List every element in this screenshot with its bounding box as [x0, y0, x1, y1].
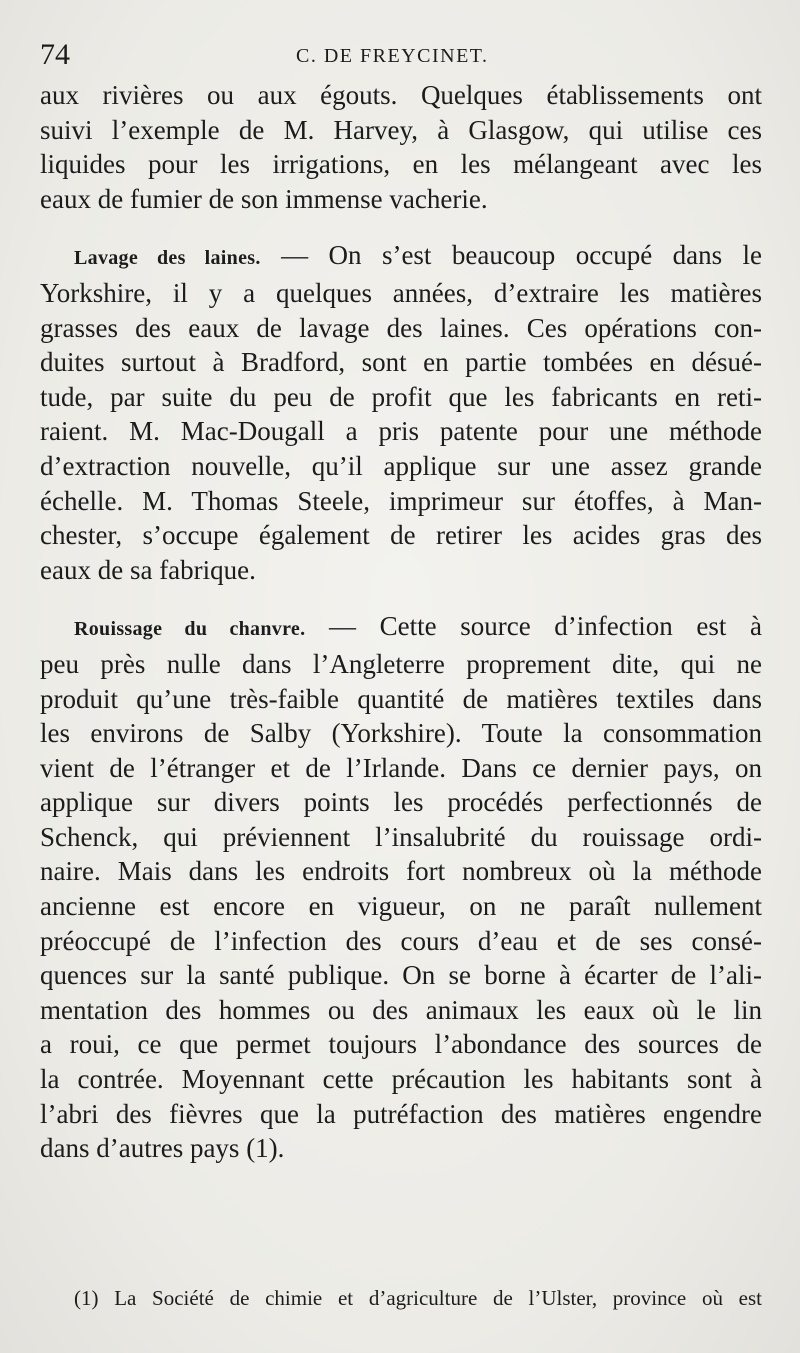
text-line: grasses des eaux de lavage des laines. Ces opérations con- — [40, 312, 762, 343]
paragraph-wool-washing — [40, 238, 762, 587]
text-line: échelle. M. Thomas Steele, imprimeur sur étoffes, à Man- — [40, 485, 762, 516]
running-title: C. DE FREYCINET. — [296, 45, 489, 67]
footnote — [40, 1284, 762, 1312]
section-heading-hemp-retting: Rouissage du chanvre. — [74, 618, 306, 641]
text-line: préoccupé de l’infection des cours d’eau et de ses consé- — [40, 925, 762, 956]
footnote-text: (1) La Société de chimie et d’agriculture de l’Ulster, province où est — [74, 1286, 762, 1310]
text-line: produit qu’une très-faible quantité de matières textiles dans — [40, 683, 762, 714]
text-line: dans d’autres pays (1). — [40, 1133, 285, 1164]
text-line: eaux de sa fabrique. — [40, 554, 256, 585]
text-line: tude, par suite du peu de profit que les fabricants en reti- — [40, 381, 762, 412]
text-line: vient de l’étranger et de l’Irlande. Dans ce dernier pays, on — [40, 752, 762, 783]
text-line: chester, s’occupe également de retirer les acides gras des — [40, 520, 762, 551]
body-text — [40, 78, 762, 1166]
section-heading-wool-washing: Lavage des laines. — [74, 247, 261, 270]
text-line: peu près nulle dans l’Angleterre proprement dite, qui ne — [40, 648, 762, 679]
text-line: mentation des hommes ou des animaux les eaux où le lin — [40, 994, 762, 1025]
heading-line-rest: — On s’est beaucoup occupé dans le — [281, 240, 763, 271]
text-line: suivi l’exemple de M. Harvey, à Glasgow, qui utilise ces — [40, 114, 762, 145]
text-line — [40, 238, 762, 276]
text-line: raient. M. Mac-Dougall a pris patente pour une méthode — [40, 416, 762, 447]
paragraph-hemp-retting — [40, 609, 762, 1166]
text-line: a roui, ce que permet toujours l’abondance des sources de — [40, 1029, 762, 1060]
text-line: d’extraction nouvelle, qu’il applique sur une assez grande — [40, 450, 762, 481]
paragraph-sewage — [40, 78, 762, 216]
running-header — [40, 38, 760, 72]
text-line: la contrée. Moyennant cette précaution les habitants sont à — [40, 1064, 762, 1095]
text-line: naire. Mais dans les endroits fort nombreux où la méthode — [40, 856, 762, 887]
text-line: quences sur la santé publique. On se borne à écarter de l’ali- — [40, 960, 762, 991]
text-line — [40, 609, 762, 647]
heading-line-rest: — Cette source d’infection est à — [329, 611, 762, 642]
text-line: Yorkshire, il y a quelques années, d’extraire les matières — [40, 277, 762, 308]
paragraph-gap — [40, 216, 762, 238]
text-line: l’abri des fièvres que la putréfaction des matières engendre — [40, 1098, 762, 1129]
text-line: ancienne est encore en vigueur, on ne paraît nullement — [40, 891, 762, 922]
text-line: duites surtout à Bradford, sont en partie tombées en désué- — [40, 347, 762, 378]
text-line: les environs de Salby (Yorkshire). Toute la consommation — [40, 718, 762, 749]
text-line: applique sur divers points les procédés perfectionnés de — [40, 787, 762, 818]
page-number: 74 — [40, 38, 70, 71]
text-line: Schenck, qui préviennent l’insalubrité du rouissage ordi- — [40, 821, 762, 852]
text-line: eaux de fumier de son immense vacherie. — [40, 183, 488, 214]
text-line: aux rivières ou aux égouts. Quelques établissements ont — [40, 80, 762, 110]
text-line: liquides pour les irrigations, en les mélangeant avec les — [40, 149, 762, 180]
paragraph-gap — [40, 587, 762, 609]
